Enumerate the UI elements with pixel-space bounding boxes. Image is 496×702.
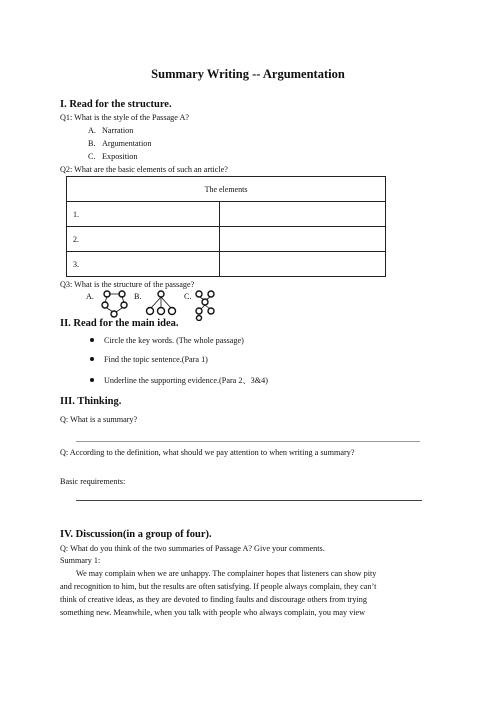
table-cell-label: 2. bbox=[67, 227, 220, 252]
option-text: Argumentation bbox=[102, 139, 152, 148]
structure-label-b: B. bbox=[134, 292, 142, 301]
section-1-heading: I. Read for the structure. bbox=[60, 99, 172, 110]
question-discussion: Q: What do you think of the two summaries of Passage A? Give your comments. bbox=[60, 544, 325, 553]
structure-diagram-c bbox=[192, 289, 218, 321]
bullet-dot bbox=[90, 357, 94, 361]
summary-line: We may complain when we are unhappy. The complainer hopes that listeners can show pity bbox=[76, 569, 377, 578]
bullet-item: Circle the key words. (The whole passage) bbox=[104, 336, 244, 345]
option-a bbox=[88, 126, 133, 135]
question-3: Q3: What is the structure of the passage? bbox=[60, 280, 195, 289]
basic-requirements-label: Basic requirements: bbox=[60, 477, 126, 486]
option-b bbox=[88, 139, 151, 148]
summary-label: Summary 1: bbox=[60, 556, 101, 565]
option-letter: B. bbox=[88, 139, 96, 148]
section-4-heading: IV. Discussion(in a group of four). bbox=[60, 529, 212, 540]
bullet-item: Underline the supporting evidence.(Para 2、3&4) bbox=[104, 376, 268, 385]
option-text: Exposition bbox=[102, 152, 138, 161]
option-c bbox=[88, 152, 137, 161]
table-cell-label: 3. bbox=[67, 252, 220, 277]
table-row bbox=[67, 252, 386, 277]
table-cell-answer[interactable] bbox=[220, 252, 386, 277]
table-cell-answer[interactable] bbox=[220, 227, 386, 252]
summary-line: think of creative ideas, as they are devoted to finding faults and discourage others from trying bbox=[60, 595, 367, 604]
bullet-dot bbox=[90, 378, 94, 382]
structure-label-c: C. bbox=[184, 292, 192, 301]
question-2: Q2: What are the basic elements of such an article? bbox=[60, 165, 228, 174]
summary-line: something new. Meanwhile, when you talk with people who always complain, you may view bbox=[60, 608, 366, 617]
elements-table-header: The elements bbox=[67, 177, 386, 202]
question-attention: Q: According to the definition, what should we pay attention to when writing a summary? bbox=[60, 448, 355, 457]
answer-line[interactable] bbox=[76, 441, 420, 442]
table-row bbox=[67, 202, 386, 227]
question-summary: Q: What is a summary? bbox=[60, 415, 138, 424]
summary-paragraph bbox=[60, 567, 428, 619]
option-letter: C. bbox=[88, 152, 96, 161]
structure-diagram-a bbox=[100, 289, 130, 319]
summary-line: and recognition to him, but the results are often satisfying. If people always complain, they can’t bbox=[60, 582, 377, 591]
structure-label-a: A. bbox=[86, 292, 94, 301]
bullet-dot bbox=[90, 338, 94, 342]
bullet-item: Find the topic sentence.(Para 1) bbox=[104, 355, 208, 364]
section-3-heading: III. Thinking. bbox=[60, 396, 122, 407]
table-cell-label: 1. bbox=[67, 202, 220, 227]
question-1: Q1: What is the style of the Passage A? bbox=[60, 113, 190, 122]
page-title: Summary Writing -- Argumentation bbox=[151, 67, 345, 81]
table-row bbox=[67, 227, 386, 252]
elements-table bbox=[66, 176, 386, 277]
option-text: Narration bbox=[102, 126, 134, 135]
table-cell-answer[interactable] bbox=[220, 202, 386, 227]
section-2-heading: II. Read for the main idea. bbox=[60, 318, 179, 329]
structure-diagram-b bbox=[144, 289, 178, 317]
option-letter: A. bbox=[88, 126, 96, 135]
answer-line[interactable] bbox=[76, 500, 422, 501]
